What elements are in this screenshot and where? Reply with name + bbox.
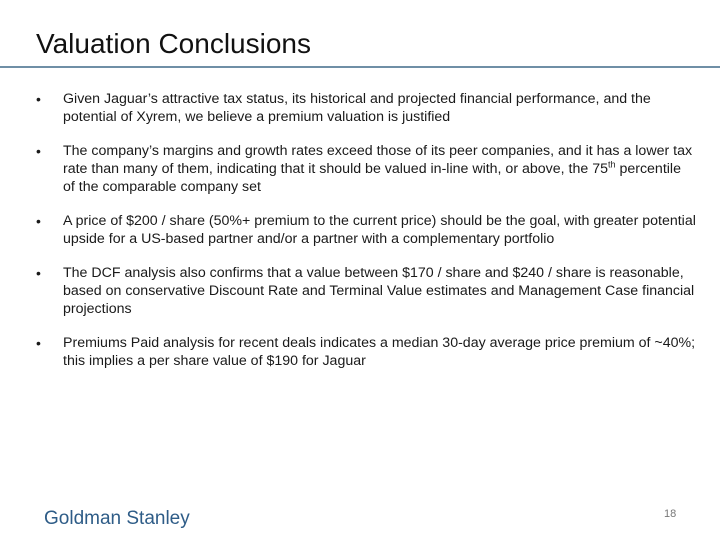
bullet-text: Premiums Paid analysis for recent deals indicates a median 30-day average price premium of ~40%; this implies a per share value of $190 for Jaguar bbox=[63, 335, 696, 369]
bullet-text-part: The company’s margins and growth rates exceed those of its peer companies, and it has a lower tax rate than many of them, indicating that it should be valued in-line with, or above, the 75 bbox=[63, 143, 693, 177]
slide-title: Valuation Conclusions bbox=[36, 28, 311, 59]
bullet-icon: • bbox=[36, 143, 41, 159]
bullet-text-part: percentile of the comparable company set bbox=[63, 161, 681, 195]
bullet-icon: • bbox=[36, 91, 41, 107]
footer-brand: Goldman Stanley bbox=[44, 508, 190, 529]
bullet-text: Given Jaguar’s attractive tax status, its historical and projected financial performance, and the potential of Xyrem, we believe a premium valuation is justified bbox=[63, 91, 651, 125]
title-divider bbox=[0, 66, 720, 68]
bullet-item bbox=[36, 90, 696, 126]
page-number: 18 bbox=[664, 508, 677, 520]
bullet-text: The DCF analysis also confirms that a value between $170 / share and $240 / share is reasonable, based on conservative Discount Rate and Terminal Value estimates and Management Case financial projections bbox=[63, 265, 695, 317]
bullet-list bbox=[36, 90, 696, 386]
bullet-icon: • bbox=[36, 335, 41, 351]
bullet-icon: • bbox=[36, 265, 41, 281]
bullet-item bbox=[36, 142, 696, 196]
bullet-text: A price of $200 / share (50%+ premium to the current price) should be the goal, with greater potential upside for a US-based partner and/or a partner with a complementary portfolio bbox=[63, 213, 696, 247]
bullet-item bbox=[36, 264, 696, 318]
bullet-icon: • bbox=[36, 213, 41, 229]
bullet-item bbox=[36, 212, 696, 248]
ordinal-superscript: th bbox=[607, 159, 616, 170]
bullet-text bbox=[63, 143, 692, 195]
bullet-item bbox=[36, 334, 696, 370]
